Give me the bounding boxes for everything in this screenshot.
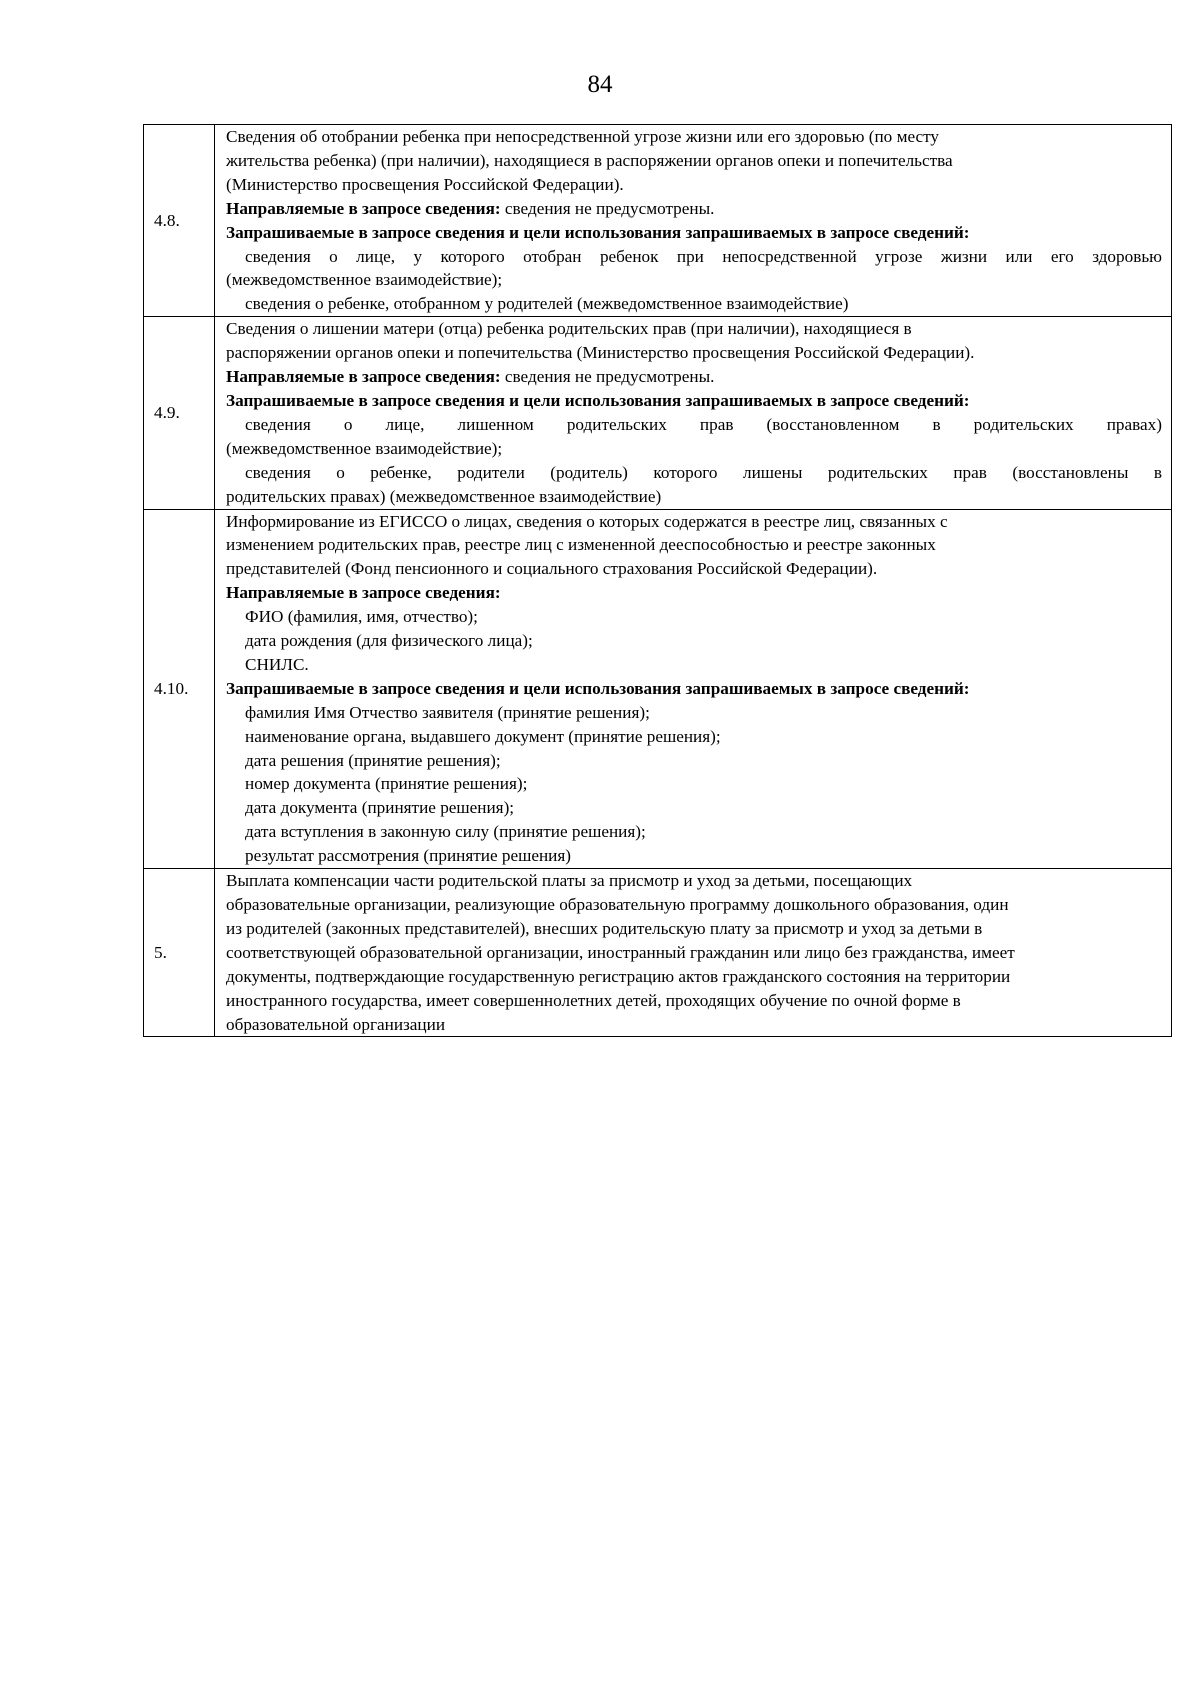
description-line: (Министерство просвещения Российской Федерации). xyxy=(226,174,624,194)
requested-info-label: Запрашиваемые в запросе сведения и цели использования запрашиваемых в запросе сведений: xyxy=(226,222,970,242)
description-line: образовательной организации xyxy=(226,1014,446,1034)
description-line: иностранного государства, имеет совершеннолетних детей, проходящих обучение по очной форме в xyxy=(226,990,961,1010)
table-row xyxy=(144,509,1172,869)
description-line: Информирование из ЕГИССО о лицах, сведения о которых содержатся в реестре лиц, связанных с xyxy=(226,511,948,531)
requested-info-item: номер документа (принятие решения); xyxy=(245,774,528,794)
sent-info-item: ФИО (фамилия, имя, отчество); xyxy=(245,607,478,627)
requested-info-item: дата документа (принятие решения); xyxy=(245,798,515,818)
description-line: представителей (Фонд пенсионного и социального страхования Российской Федерации). xyxy=(226,559,878,579)
sent-info-label: Направляемые в запросе сведения: xyxy=(226,583,501,603)
requested-info-label: Запрашиваемые в запросе сведения и цели использования запрашиваемых в запросе сведений: xyxy=(226,678,970,698)
description-line: Выплата компенсации части родительской платы за присмотр и уход за детьми, посещающих xyxy=(226,871,913,891)
sent-info-line xyxy=(226,197,1162,221)
requested-info-item: дата решения (принятие решения); xyxy=(245,750,501,770)
row-content xyxy=(215,869,1172,1037)
row-content xyxy=(215,509,1172,869)
description-line: Сведения о лишении матери (отца) ребенка родительских прав (при наличии), находящиеся в xyxy=(226,319,912,339)
requested-info-line: сведения о лице, у которого отобран ребенок при непосредственной угрозе жизни или его здоровью xyxy=(245,246,1162,266)
table-row xyxy=(144,869,1172,1037)
row-number: 5. xyxy=(144,869,215,1037)
description-line: из родителей (законных представителей), внесших родительскую плату за присмотр и уход за детьми в xyxy=(226,918,983,938)
table-row xyxy=(144,317,1172,509)
requested-info-item: фамилия Имя Отчество заявителя (принятие решения); xyxy=(245,702,650,722)
description-line: изменением родительских прав, реестре лиц с измененной дееспособностью и реестре законных xyxy=(226,535,936,555)
description-line: образовательные организации, реализующие образовательную программу дошкольного образования, один xyxy=(226,895,1009,914)
requested-info-line: (межведомственное взаимодействие); xyxy=(226,270,503,290)
sent-info-value: сведения не предусмотрены. xyxy=(500,367,715,387)
document-table xyxy=(143,124,1172,1037)
row-number: 4.10. xyxy=(144,509,215,869)
description-line: документы, подтверждающие государственную регистрацию актов гражданского состояния на территории xyxy=(226,966,1011,986)
sent-info-label: Направляемые в запросе сведения: xyxy=(226,198,501,218)
sent-info-value: сведения не предусмотрены. xyxy=(500,198,715,218)
sent-info-line xyxy=(226,365,1162,389)
requested-info-item: дата вступления в законную силу (принятие решения); xyxy=(245,822,646,842)
row-number: 4.8. xyxy=(144,125,215,317)
description-line: соответствующей образовательной организации, иностранный гражданин или лицо без гражданства, имеет xyxy=(226,942,1015,962)
description-line: распоряжении органов опеки и попечительства (Министерство просвещения Российской Федерации). xyxy=(226,343,975,363)
requested-info-line: родительских правах) (межведомственное взаимодействие) xyxy=(226,486,662,506)
sent-info-item: дата рождения (для физического лица); xyxy=(245,631,533,651)
row-content xyxy=(215,317,1172,509)
row-number: 4.9. xyxy=(144,317,215,509)
requested-info-item: наименование органа, выдавшего документ (принятие решения); xyxy=(245,726,721,746)
row-content xyxy=(215,125,1172,317)
requested-info-line: сведения о ребенке, отобранном у родителей (межведомственное взаимодействие) xyxy=(245,294,849,314)
requested-info-item: результат рассмотрения (принятие решения) xyxy=(245,846,571,866)
requested-info-line: сведения о лице, лишенном родительских прав (восстановленном в родительских правах) xyxy=(245,414,1162,434)
requested-info-line: сведения о ребенке, родители (родитель) которого лишены родительских прав (восстановлены в xyxy=(245,462,1162,482)
sent-info-label: Направляемые в запросе сведения: xyxy=(226,367,501,387)
requested-info-line: (межведомственное взаимодействие); xyxy=(226,438,503,458)
page-number: 84 xyxy=(587,71,613,98)
sent-info-item: СНИЛС. xyxy=(245,654,309,674)
table-row xyxy=(144,125,1172,317)
description-line: жительства ребенка) (при наличии), находящиеся в распоряжении органов опеки и попечительства xyxy=(226,150,953,170)
description-line: Сведения об отобрании ребенка при непосредственной угрозе жизни или его здоровью (по месту xyxy=(226,127,940,146)
requested-info-label: Запрашиваемые в запросе сведения и цели использования запрашиваемых в запросе сведений: xyxy=(226,390,970,410)
